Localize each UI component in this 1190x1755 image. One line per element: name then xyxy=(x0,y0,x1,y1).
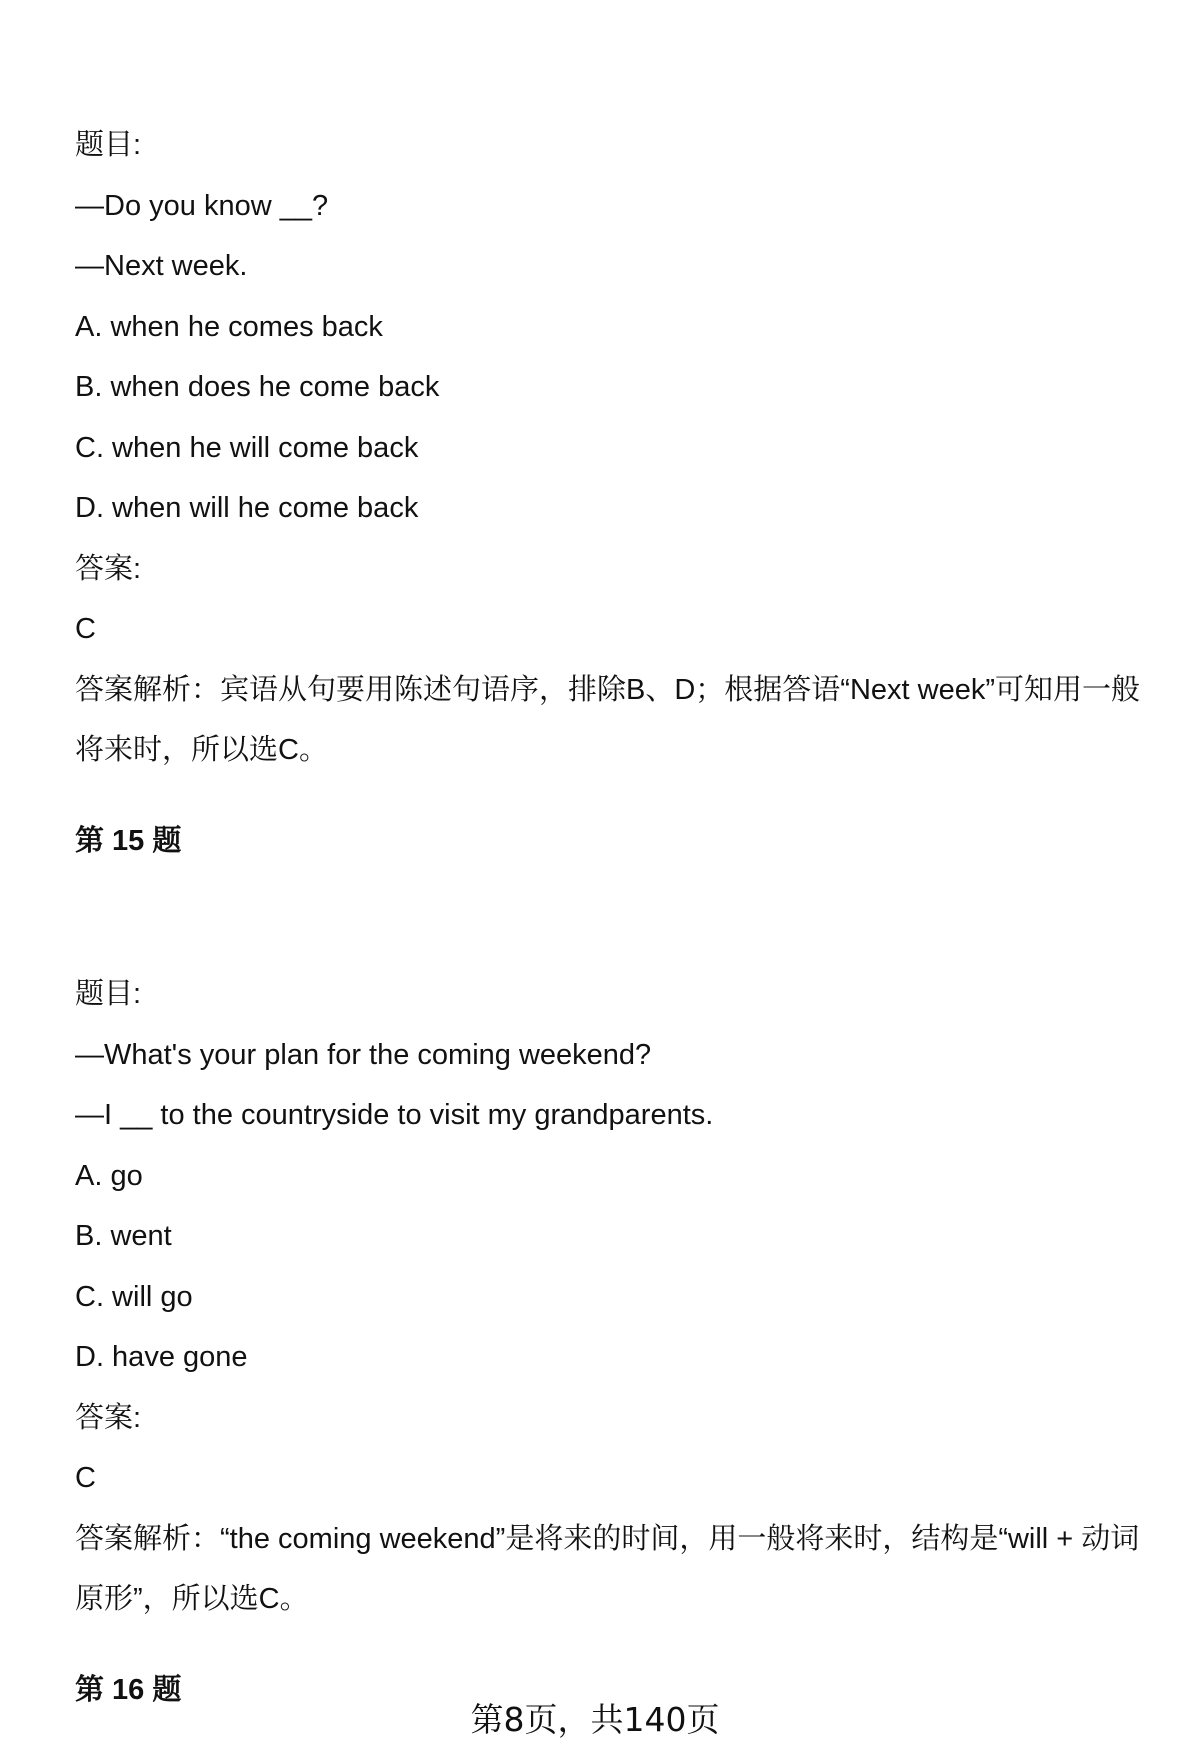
option-b: B. went xyxy=(75,1220,172,1252)
question-line: —Next week. xyxy=(75,250,248,282)
question-line: —What's your plan for the coming weekend? xyxy=(75,1038,652,1071)
page-footer: 第8页，共140页 xyxy=(470,1700,720,1739)
answer-explanation: 答案解析：“the coming weekend”是将来的时间，用一般将来时，结构是“will + 动词原形”，所以选C。 xyxy=(75,1522,1140,1615)
option-d: D. have gone xyxy=(75,1341,248,1373)
option-b: B. when does he come back xyxy=(75,371,440,403)
question-label: 题目: xyxy=(75,129,142,161)
document-page xyxy=(75,115,1155,1720)
question-line: —Do you know __? xyxy=(75,189,329,222)
answer-value: C xyxy=(75,613,96,645)
option-c: C. when he will come back xyxy=(75,431,419,464)
answer-explanation: 答案解析：宾语从句要用陈述句语序，排除B、D；根据答语“Next week”可知用一般将来时，所以选C。 xyxy=(75,673,1140,766)
question-label: 题目: xyxy=(75,978,142,1010)
option-c: C. will go xyxy=(75,1280,193,1313)
answer-value: C xyxy=(75,1462,96,1494)
option-a: A. go xyxy=(75,1159,143,1192)
section-gap xyxy=(75,871,1155,964)
question-line: —I __ to the countryside to visit my grandparents. xyxy=(75,1099,714,1131)
answer-label: 答案: xyxy=(75,1401,142,1434)
answer-label: 答案: xyxy=(75,552,142,585)
question-heading-16: 第 16 题 xyxy=(75,1673,182,1706)
option-d: D. when will he come back xyxy=(75,492,419,524)
question-heading-15: 第 15 题 xyxy=(75,824,182,857)
option-a: A. when he comes back xyxy=(75,310,383,343)
